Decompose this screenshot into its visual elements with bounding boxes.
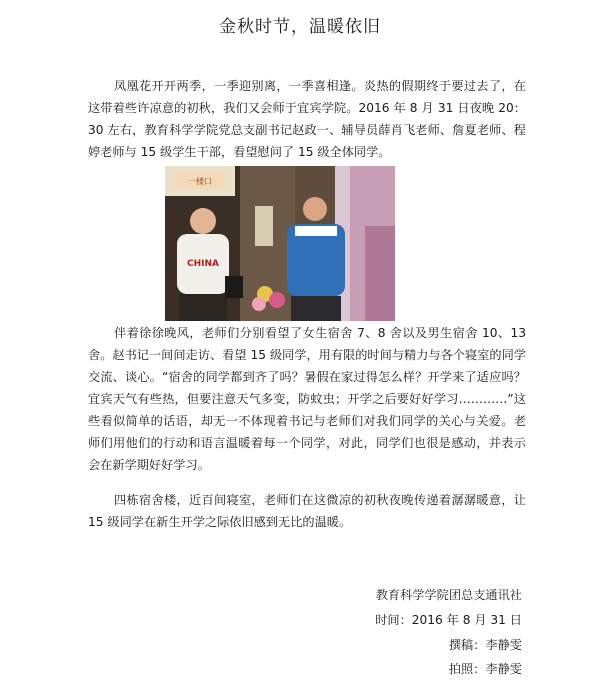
signature-org: 教育科学学院团总支通讯社 xyxy=(375,588,522,602)
signature-author: 撰稿：李静雯 xyxy=(448,638,522,652)
article-photo xyxy=(165,166,395,321)
photo-banner-text: 一楼口 xyxy=(188,177,212,186)
paragraph-3: 四栋宿舍楼，近百间寝室，老师们在这微凉的初秋夜晚传递着潺潺暖意，让 15 级同学在新生开学之际依旧感到无比的温暖。 xyxy=(88,493,526,529)
paragraph-2: 伴着徐徐晚风，老师们分别看望了女生宿舍 7、8 舍以及男生宿舍 10、13 舍。赵书记一间间走访、看望 15 级同学，用有限的时间与精力与各个寝室的同学交流、谈心。“宿舍的同学都到齐了吗？暑假在家过得怎么样？开学来了适应吗？宜宾天气有些热，但要注意天气多变，防蚊虫；开学之后要好好学习…………”这些看似简单的话语，却无一不体现着书记与老师们对我们同学的关心与关爱。老师们用他们的行动和语言温暖着每一个同学，对此，同学们也很是感动，并表示会在新学期好好学习。 xyxy=(88,326,526,472)
photo-shirt-text: CHINA xyxy=(187,259,219,269)
paragraph-1: 凤凰花开开两季，一季迎别离，一季喜相逢。炎热的假期终于要过去了，在这带着些许凉意的初秋，我们又会师于宜宾学院。2016 年 8 月 31 日夜晚 20：30 左右，教育科学学院党总支副书记赵政一、辅导员薛肖飞老师、詹夏老师、程婷老师与 15 级学生干部，看望慰问了 15 级全体同学。 xyxy=(88,79,526,159)
signature-photographer: 拍照：李静雯 xyxy=(448,662,522,676)
signature-date: 时间：2016 年 8 月 31 日 xyxy=(375,613,522,627)
article-title: 金秋时节，温暖依旧 xyxy=(219,17,381,37)
